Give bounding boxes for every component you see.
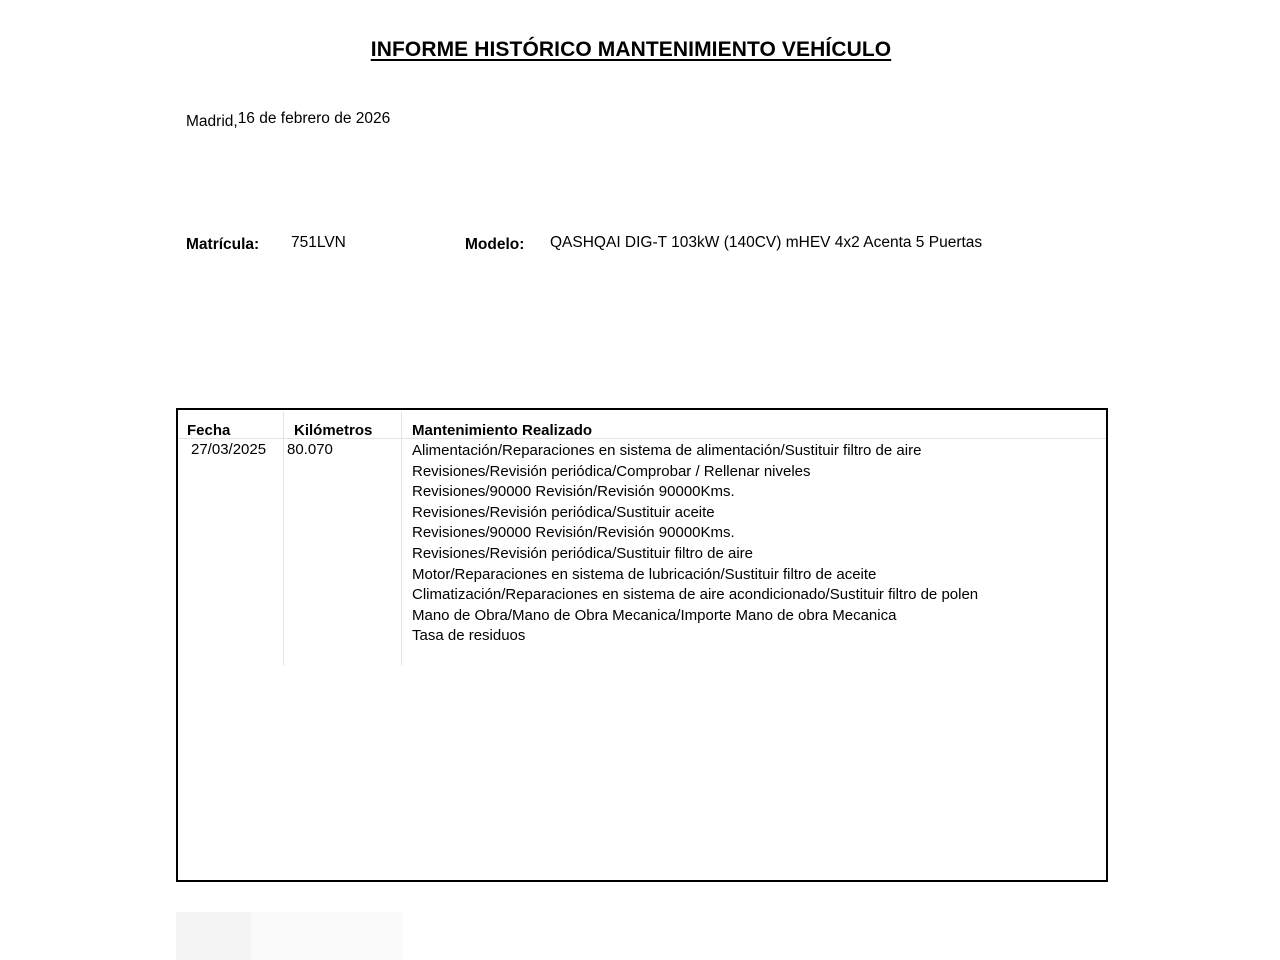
header-maintenance: Mantenimiento Realizado — [412, 422, 593, 439]
maintenance-list — [412, 441, 982, 647]
maintenance-item: Revisiones/90000 Revisión/Revisión 90000Kms. — [412, 483, 735, 501]
maintenance-item: Alimentación/Reparaciones en sistema de alimentación/Sustituir filtro de aire — [412, 442, 922, 459]
column-divider-km — [401, 412, 402, 665]
plate-label: Matrícula: — [186, 236, 260, 253]
header-km: Kilómetros — [294, 422, 373, 439]
maintenance-item: Mano de Obra/Mano de Obra Mecanica/Importe Mano de obra Mecanica — [412, 606, 897, 624]
stamp-block-left — [176, 912, 251, 960]
row-date: 27/03/2025 — [191, 441, 267, 458]
model-value: QASHQAI DIG-T 103kW (140CV) mHEV 4x2 Acenta 5 Puertas — [550, 234, 983, 251]
place: Madrid, — [186, 113, 238, 130]
maintenance-table — [176, 408, 1108, 882]
maintenance-item: Revisiones/Revisión periódica/Sustituir aceite — [412, 503, 715, 521]
column-divider-date — [283, 412, 284, 665]
maintenance-item: Revisiones/90000 Revisión/Revisión 90000Kms. — [412, 524, 735, 542]
place-date — [186, 110, 390, 128]
footer-stamp-area — [176, 912, 403, 960]
report-title: INFORME HISTÓRICO MANTENIMIENTO VEHÍCULO — [370, 38, 892, 61]
plate-value: 751LVN — [291, 234, 346, 251]
maintenance-item: Revisiones/Revisión periódica/Sustituir filtro de aire — [412, 544, 753, 562]
maintenance-item: Climatización/Reparaciones en sistema de aire acondicionado/Sustituir filtro de polen — [412, 586, 979, 604]
maintenance-item: Motor/Reparaciones en sistema de lubricación/Sustituir filtro de aceite — [412, 565, 877, 583]
maintenance-item: Revisiones/Revisión periódica/Comprobar / Rellenar niveles — [412, 462, 811, 480]
header-date: Fecha — [187, 422, 231, 439]
row-km: 80.070 — [287, 441, 333, 458]
report-date: 16 de febrero de 2026 — [237, 110, 391, 127]
stamp-block-right — [251, 912, 403, 960]
model-label: Modelo: — [465, 236, 525, 253]
maintenance-item: Tasa de residuos — [412, 627, 526, 645]
